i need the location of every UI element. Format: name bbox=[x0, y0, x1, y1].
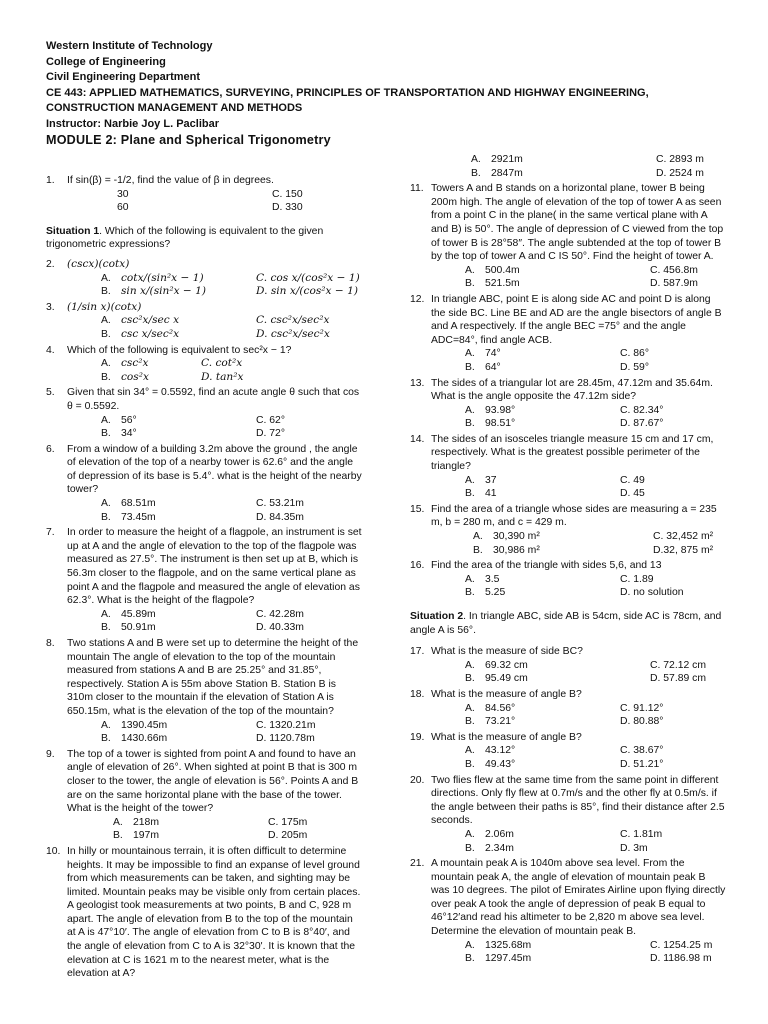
question-number: 14. bbox=[410, 433, 425, 445]
option-d: D. 84.35m bbox=[256, 511, 304, 523]
option-d: D. 40.33m bbox=[256, 622, 304, 634]
option-c: C. 49 bbox=[620, 474, 645, 486]
option-c: C. 1320.21m bbox=[256, 719, 316, 731]
question-text: The top of a tower is sighted from point A and found to have an angle of elevation of 26°. When sighted at point B that is 300 m closer to the tower, the angle of elevation is 56°. Points A and B are on the same horizontal plane with the base of the tower. What is the height of the tower? bbox=[67, 748, 359, 815]
option-c: C. 38.67° bbox=[620, 745, 664, 757]
option-b: 60 bbox=[117, 202, 129, 214]
option-d: D.32, 875 m² bbox=[653, 544, 714, 556]
option-b: 98.51° bbox=[485, 418, 516, 430]
option-a: 500.4m bbox=[485, 264, 520, 276]
option-d: D. 1186.98 m bbox=[650, 953, 712, 965]
question-number: 10. bbox=[46, 845, 61, 857]
question-text: From a window of a building 3.2m above the ground , the angle of elevation of the top of a nearby tower is 62.6° and the angle of depression of its base is 5.4°. what is the height of the nearby tower? bbox=[67, 443, 362, 496]
option-d: D. 1120.78m bbox=[256, 733, 315, 745]
question-17: 17. What is the measure of side BC? A. 69.32 cm C. 72.12 cm B. 95.49 cm D. 57.89 cm bbox=[410, 645, 726, 686]
question-number: 2. bbox=[46, 258, 55, 270]
question-text: Two stations A and B were set up to determine the height of the mountain The angle of elevation to the top of the mountain measured from stations A and B are 25.25° and 31.85°, respectively. Station A is 55m above Station B. Station B is 310m closer to the mountain if the elevation of Station A is 650.15m, what is the elevation of the top of the mountain? bbox=[67, 638, 359, 717]
option-d: D. 587.9m bbox=[650, 278, 698, 290]
option-d: D. 45 bbox=[620, 488, 645, 500]
option-b: 41 bbox=[485, 488, 497, 500]
question-number: 8. bbox=[46, 638, 55, 649]
document-header bbox=[46, 39, 736, 149]
question-3: 3. (1/sin x)(cotx) A. csc²x/sec x C. csc²x/sec²x B. csc x/sec²x D. csc²x/sec²x bbox=[46, 301, 362, 342]
option-b: 49.43° bbox=[485, 758, 516, 770]
option-c: C. 86° bbox=[620, 348, 649, 360]
option-b: 30,986 m² bbox=[493, 544, 540, 556]
course-title-line1: CE 443: APPLIED MATHEMATICS, SURVEYING, PRINCIPLES OF TRANSPORTATION AND HIGHWAY ENGINEERING, bbox=[46, 86, 649, 99]
question-text: In hilly or mountainous terrain, it is often difficult to determine heights. It may be impossible to find an expanse of level ground from which measurements can be taken, and sighting may be limited. Mountain peaks may be visible only from certain places. A geologist took measurements at two points, B and C, 928 m apart. The angle of elevation from B to the top of the mountain at A is 47°10′. The angle of elevation from C to B is 8°40′, and the angle of elevation from C to A is 32°30'. It is known that the elevation at C is 1621 m to the nearest meter, what is the elevation at A? bbox=[67, 845, 361, 980]
question-text: In triangle ABC, point E is along side AC and point D is along the side BC. Line BE and AD are the angle bisectors of angle B and A respectively. If the angle BEC =75° and the angle ADC=84°, find angle ACB. bbox=[431, 293, 722, 346]
option-d: D. 205m bbox=[268, 830, 308, 842]
option-d: D. 51.21° bbox=[620, 758, 664, 770]
question-18: 18. What is the measure of angle B? A. 84.56° C. 91.12° B. 73.21° D. 80.88° bbox=[410, 688, 726, 729]
option-a: csc²x bbox=[121, 357, 149, 370]
option-d: D. 3m bbox=[620, 842, 648, 854]
option-a: 1325.68m bbox=[485, 939, 532, 951]
question-2: 2. (cscx)(cotx) A. cotx/(sin²x − 1) C. cos x/(cos²x − 1) B. sin x/(sin²x − 1) D. sin x/(cos²x − 1) bbox=[46, 258, 362, 299]
option-c: C. 175m bbox=[268, 816, 308, 828]
option-c: C. cos x/(cos²x − 1) bbox=[256, 271, 360, 284]
question-number: 12. bbox=[410, 293, 425, 305]
option-c: C. 150 bbox=[272, 188, 303, 200]
option-a: 3.5 bbox=[485, 573, 500, 585]
option-b: 73.21° bbox=[485, 716, 516, 728]
option-b: 34° bbox=[121, 428, 137, 440]
left-column bbox=[46, 174, 362, 983]
option-a: 43.12° bbox=[485, 745, 516, 757]
question-number: 16. bbox=[410, 560, 425, 572]
question-text: The sides of an isosceles triangle measure 15 cm and 17 cm, respectively. What is the greatest possible perimeter of the triangle? bbox=[431, 433, 714, 473]
question-text: Which of the following is equivalent to sec²x − 1? bbox=[67, 344, 292, 356]
option-d: D. no solution bbox=[620, 587, 684, 599]
option-b: 73.45m bbox=[121, 511, 156, 523]
option-c: C. 42.28m bbox=[256, 608, 304, 620]
option-a: 30 bbox=[117, 188, 129, 200]
option-a: 2921m bbox=[491, 154, 523, 165]
question-text: What is the measure of angle B? bbox=[431, 731, 582, 743]
question-number: 6. bbox=[46, 443, 55, 455]
option-a: 218m bbox=[133, 816, 159, 828]
question-7: 7. In order to measure the height of a flagpole, an instrument is set up at A and the angle of elevation to the top of the flagpole was measured as 27.5°. The instrument is then set up at B, which is 56.3m closer to the flagpole, and on the same vertical plane as point A and the flagpole and measured the angle of elevation as 62.3°. What is the height of the flagpole? A. 45.89m C. 42.28m B. 50.91m D. 40.33m bbox=[46, 527, 362, 634]
question-9: 9. The top of a tower is sighted from point A and found to have an angle of elevation of 26°. When sighted at point B that is 300 m closer to the tower, the angle of elevation is 56°. Points A and B are on the same horizontal plane with the base of the tower. What is the height of the tower? A. 218m C. 175m B. 197m D. 205m bbox=[46, 748, 362, 843]
option-b: csc x/sec²x bbox=[121, 327, 180, 340]
right-column bbox=[410, 153, 726, 968]
option-b: 95.49 cm bbox=[485, 673, 528, 685]
question-11: 11. Towers A and B stands on a horizontal plane, tower B being 200m high. The angle of elevation of the top of tower A as seen from a point C in the plane( in the same vertical plane with A and B) is 50°. The angle of depression of C viewed from the top of tower B is 28°58″. The angle subtended at the top of tower B by the top of tower A and C IS 50°. Find the height of tower A. A. 500.4m C. 456.8m B. 521.5m D. 587.9m bbox=[410, 182, 726, 291]
question-number: 13. bbox=[410, 377, 425, 389]
question-19: 19. What is the measure of angle B? A. 43.12° C. 38.67° B. 49.43° D. 51.21° bbox=[410, 731, 726, 772]
question-text: What is the measure of angle B? bbox=[431, 688, 582, 700]
situation-text: . In triangle ABC, side AB is 54cm, side AC is 78cm, and angle A is 56°. bbox=[410, 611, 722, 636]
option-a: cotx/(sin²x − 1) bbox=[121, 271, 204, 284]
option-b: 1297.45m bbox=[485, 953, 532, 965]
institute-name: Western Institute of Technology bbox=[46, 40, 213, 52]
option-d: D. 330 bbox=[272, 202, 303, 214]
option-a: csc²x/sec x bbox=[121, 314, 180, 327]
option-c: C. 82.34° bbox=[620, 404, 664, 416]
course-title-line2: CONSTRUCTION MANAGEMENT AND METHODS bbox=[46, 102, 303, 114]
option-b: 521.5m bbox=[485, 278, 520, 290]
option-c: C. 2893 m bbox=[656, 154, 704, 165]
option-d: D. 87.67° bbox=[620, 418, 664, 430]
option-c: C. csc²x/sec²x bbox=[256, 314, 330, 327]
question-5: 5. Given that sin 34° = 0.5592, find an acute angle θ such that cos θ = 0.5592. A. 56° C. 62° B. 34° D. 72° bbox=[46, 386, 362, 440]
situation-1 bbox=[46, 225, 362, 252]
question-number: 9. bbox=[46, 748, 55, 760]
question-text: In order to measure the height of a flagpole, an instrument is set up at A and the angle of elevation to the top of the flagpole was measured as 27.5°. The instrument is then set up at B, which is 56.3m closer to the flagpole, and on the same vertical plane as point A and the flagpole and measured the angle of elevation as 62.3°. What is the height of the flagpole? bbox=[67, 527, 362, 607]
question-4: 4. Which of the following is equivalent to sec²x − 1? A. csc²x C. cot²x B. cos²x D. tan²x bbox=[46, 344, 362, 385]
question-number: 19. bbox=[410, 731, 425, 743]
question-text: Two flies flew at the same time from the same point in different directions. Only fly flew at 0.7m/s and the other fly at 0.5m/s. if the angle between their paths is 85°, find their distance after 2.5 seconds. bbox=[431, 774, 725, 827]
option-c: C. 91.12° bbox=[620, 702, 664, 714]
option-c: C. 32,452 m² bbox=[653, 531, 714, 543]
option-c: C. 456.8m bbox=[650, 264, 698, 276]
question-text: Find the area of a triangle whose sides are measuring a = 235 m, b = 280 m, and c = 429 m. bbox=[431, 503, 717, 529]
option-c: C. 53.21m bbox=[256, 498, 304, 510]
question-text: (1/sin x)(cotx) bbox=[67, 300, 142, 313]
situation-2 bbox=[410, 610, 726, 637]
option-b: 64° bbox=[485, 361, 501, 373]
question-number: 4. bbox=[46, 344, 55, 356]
option-c: C. 1254.25 m bbox=[650, 939, 713, 951]
situation-label: Situation 2 bbox=[410, 611, 464, 622]
question-10 bbox=[46, 845, 362, 981]
question-15: 15. Find the area of a triangle whose sides are measuring a = 235 m, b = 280 m, and c = 429 m. A. 30,390 m² C. 32,452 m² B. 30,986 m² D.32, 875 m² bbox=[410, 503, 726, 557]
option-c: C. 1.89 bbox=[620, 573, 654, 585]
question-number: 21. bbox=[410, 858, 425, 870]
situation-label: Situation 1 bbox=[46, 225, 100, 237]
option-d: D. 72° bbox=[256, 428, 285, 440]
question-text: The sides of a triangular lot are 28.45m, 47.12m and 35.64m. What is the angle opposite the 47.12m side? bbox=[431, 377, 713, 403]
option-d: D. 57.89 cm bbox=[650, 673, 707, 685]
module-title: MODULE 2: Plane and Spherical Trigonometry bbox=[46, 133, 331, 147]
question-number: 7. bbox=[46, 527, 55, 539]
instructor-name: Instructor: Narbie Joy L. Paclibar bbox=[46, 117, 219, 130]
question-number: 5. bbox=[46, 387, 55, 399]
question-number: 15. bbox=[410, 503, 425, 515]
question-text: What is the measure of side BC? bbox=[431, 646, 583, 658]
option-a: 45.89m bbox=[121, 608, 156, 620]
question-13: 13. The sides of a triangular lot are 28.45m, 47.12m and 35.64m. What is the angle opposite the 47.12m side? A. 93.98° C. 82.34° B. 98.51° D. 87.67° bbox=[410, 377, 726, 431]
option-c: C. 1.81m bbox=[620, 828, 663, 840]
option-d: D. sin x/(cos²x − 1) bbox=[256, 285, 358, 298]
question-8: 8. Two stations A and B were set up to determine the height of the mountain The angle of elevation to the top of the mountain measured from stations A and B are 25.25° and 31.85°, respectively. Station A is 55m above Station B. Station B is 310m closer to the mountain if the elevation of Station A is 650.15m, what is the elevation of the top of the mountain? A. 1390.45m C. 1320.21m B. 1430.66m D. 1120.78m bbox=[46, 637, 362, 746]
question-16: 16. Find the area of the triangle with sides 5,6, and 13 A. 3.5 C. 1.89 B. 5.25 D. no solution bbox=[410, 559, 726, 600]
department-name: Civil Engineering Department bbox=[46, 71, 201, 83]
question-number: 11. bbox=[410, 183, 424, 195]
option-a: 30,390 m² bbox=[493, 531, 540, 543]
question-14: 14. The sides of an isosceles triangle measure 15 cm and 17 cm, respectively. What is the greatest possible perimeter of the triangle? A. 37 C. 49 B. 41 D. 45 bbox=[410, 433, 726, 501]
option-d: D. 2524 m bbox=[656, 167, 704, 179]
question-text: Towers A and B stands on a horizontal plane, tower B being 200m high. The angle of elevation of the top of tower A as seen from a point C in the plane( in the same vertical plane with A and B) is 50°. The angle of depression of C viewed from the top of tower B is 28°58″. The angle subtended at the top of tower B by the top of tower A and C IS 50°. Find the height of tower A. bbox=[431, 183, 724, 263]
question-10-options: A. 2921m C. 2893 m B. 2847m D. 2524 m bbox=[410, 153, 726, 180]
option-b: sin x/(sin²x − 1) bbox=[121, 285, 207, 298]
question-text: A mountain peak A is 1040m above sea level. From the mountain peak A, the angle of elevation of mountain peak B was 10 degrees. The pilot of Emirates Airline upon flying directly over peak A took the angle of depression of peak B equal to 46°12′and read his altimeter to be 2,820 m above sea level. Determine the elevation of mountain peak B. bbox=[431, 858, 726, 938]
option-b: cos²x bbox=[121, 370, 149, 383]
situation-text: . Which of the following is equivalent to the given trigonometric expressions? bbox=[46, 225, 324, 251]
option-a: 69.32 cm bbox=[485, 659, 528, 671]
option-c: C. 62° bbox=[256, 414, 285, 426]
question-number: 17. bbox=[410, 646, 425, 658]
option-c: C. 72.12 cm bbox=[650, 659, 707, 671]
option-a: 68.51m bbox=[121, 498, 156, 510]
question-text: If sin(β) = -1/2, find the value of β in degrees. bbox=[67, 175, 274, 186]
college-name: College of Engineering bbox=[46, 55, 166, 68]
option-a: 84.56° bbox=[485, 702, 516, 714]
question-12: 12. In triangle ABC, point E is along side AC and point D is along the side BC. Line BE and AD are the angle bisectors of angle B and A respectively. If the angle BEC =75° and the angle ADC=84°, find angle ACB. A. 74° C. 86° B. 64° D. 59° bbox=[410, 293, 726, 375]
option-a: 56° bbox=[121, 414, 137, 426]
question-21: 21. A mountain peak A is 1040m above sea level. From the mountain peak A, the angle of elevation of mountain peak B was 10 degrees. The pilot of Emirates Airline upon flying directly over peak A took the angle of depression of peak B equal to 46°12′and read his altimeter to be 2,820 m above sea level. Determine the elevation of mountain peak B. A. 1325.68m C. 1254.25 m B. 1297.45m D. 1186.98 m bbox=[410, 858, 726, 965]
option-a: 1390.45m bbox=[121, 719, 168, 731]
option-a: 37 bbox=[485, 474, 497, 486]
option-b: 2.34m bbox=[485, 842, 514, 854]
question-text: Find the area of the triangle with sides 5,6, and 13 bbox=[431, 560, 662, 572]
option-d: D. 59° bbox=[620, 361, 649, 373]
option-d: D. tan²x bbox=[201, 370, 244, 383]
question-text: (cscx)(cotx) bbox=[67, 257, 130, 270]
option-a: 74° bbox=[485, 348, 501, 360]
question-text: Given that sin 34° = 0.5592, find an acute angle θ such that cos θ = 0.5592. bbox=[67, 387, 360, 412]
option-a: 2.06m bbox=[485, 828, 514, 840]
option-b: 2847m bbox=[491, 167, 523, 179]
option-b: 1430.66m bbox=[121, 733, 168, 745]
question-number: 18. bbox=[410, 688, 425, 700]
option-b: 5.25 bbox=[485, 587, 506, 599]
question-1 bbox=[46, 174, 362, 215]
question-number: 1. bbox=[46, 175, 55, 186]
question-number: 3. bbox=[46, 301, 55, 313]
option-d: D. 80.88° bbox=[620, 716, 664, 728]
option-d: D. csc²x/sec²x bbox=[256, 327, 330, 340]
option-a: 93.98° bbox=[485, 404, 516, 416]
option-b: 50.91m bbox=[121, 622, 156, 634]
question-20: 20. Two flies flew at the same time from the same point in different directions. Only fly flew at 0.7m/s and the other fly at 0.5m/s. if the angle between their paths is 85°, find their distance after 2.5 seconds. A. 2.06m C. 1.81m B. 2.34m D. 3m bbox=[410, 774, 725, 854]
question-number: 20. bbox=[410, 774, 425, 786]
option-b: 197m bbox=[133, 830, 159, 842]
option-c: C. cot²x bbox=[201, 357, 243, 370]
question-6: 6. From a window of a building 3.2m above the ground , the angle of elevation of the top of a nearby tower is 62.6° and the angle of depression of its base is 5.4°. what is the height of the nearby tower? A. 68.51m C. 53.21m B. 73.45m D. 84.35m bbox=[46, 443, 362, 523]
